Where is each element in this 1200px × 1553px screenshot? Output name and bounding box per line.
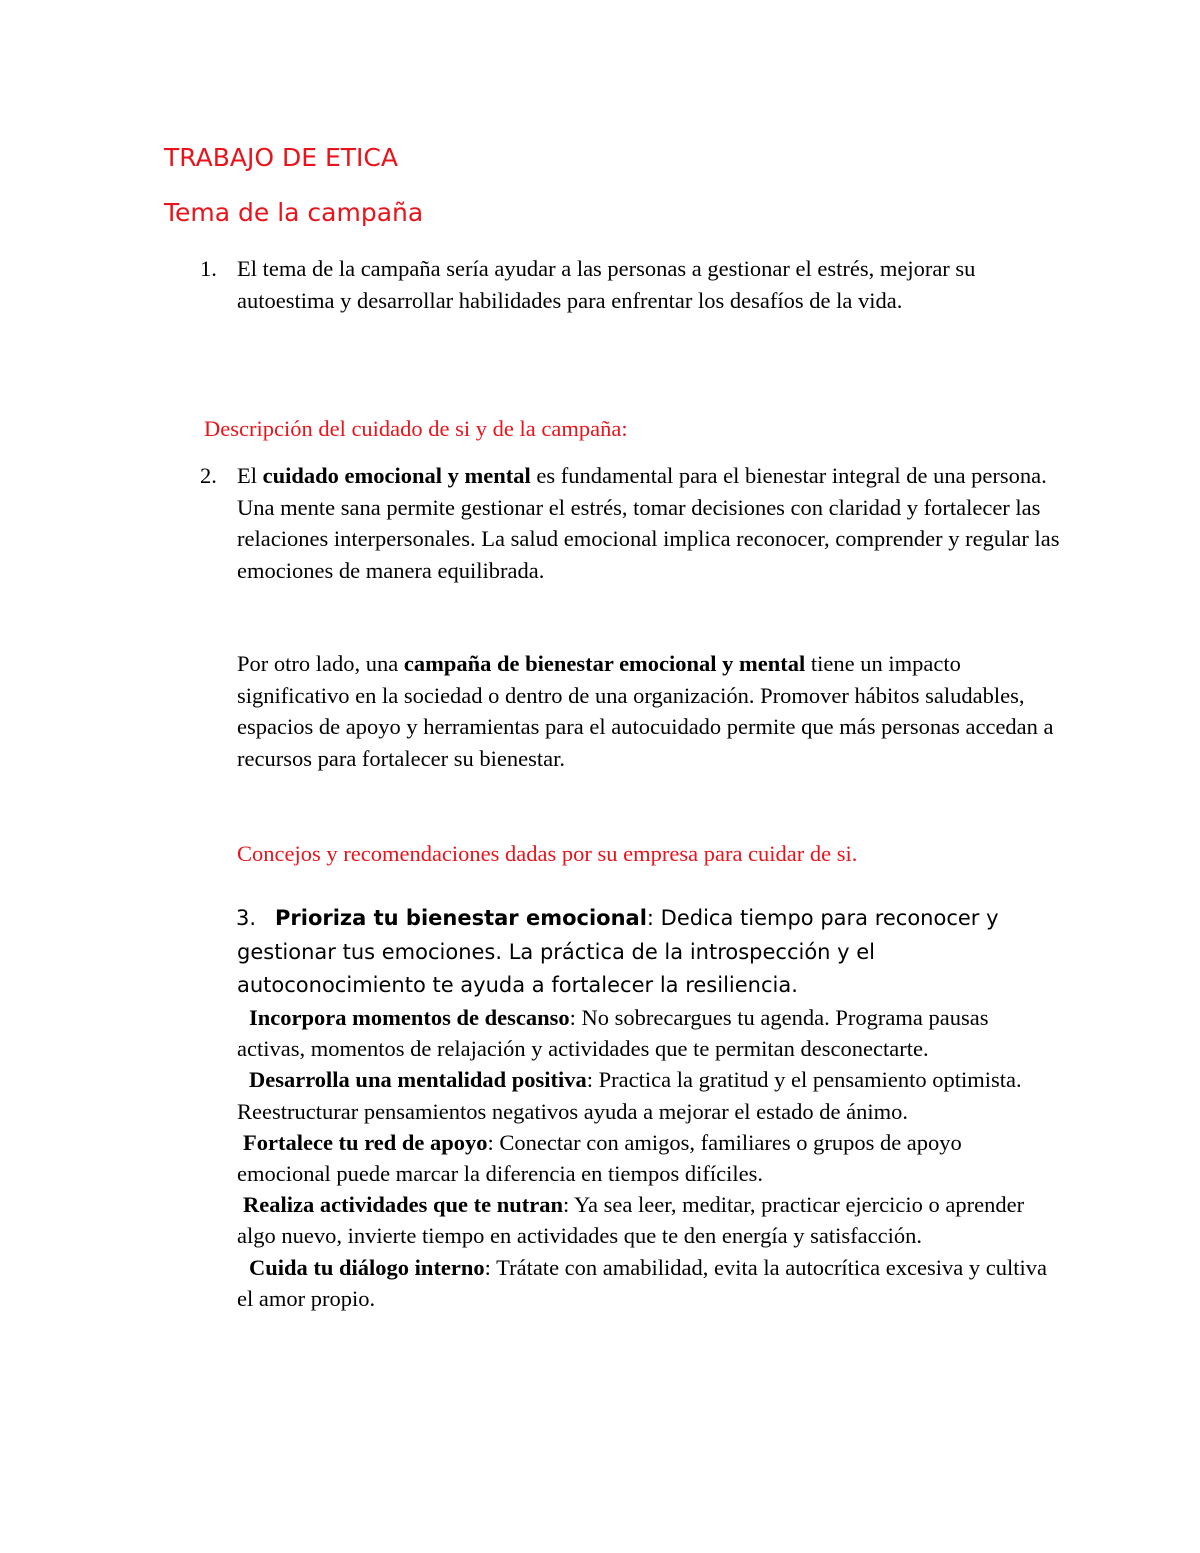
- list-item-3: [200, 902, 1060, 1003]
- item2-p1-pre: El: [237, 463, 263, 488]
- item3-text: : Dedica tiempo para reconocer y gestionar tus emociones. La práctica de la introspección y el autoconocimiento te ayuda a fortalecer la resiliencia.: [237, 906, 999, 998]
- document-subtitle: Tema de la campaña: [164, 198, 424, 227]
- tip-item: [237, 1064, 1057, 1126]
- item3-bold: Prioriza tu bienestar emocional: [275, 906, 647, 930]
- document-title: TRABAJO DE ETICA: [164, 143, 398, 172]
- tip-text: : No sobrecargues tu agenda. Programa pausas activas, momentos de relajación y actividades que te permitan desconectarte.: [237, 1005, 989, 1062]
- tip-text: : Trátate con amabilidad, evita la autocrítica excesiva y cultiva el amor propio.: [237, 1254, 1047, 1311]
- tip-item: [237, 1189, 1057, 1251]
- tip-bold: Realiza actividades que te nutran: [243, 1192, 563, 1218]
- tip-bold: Cuida tu diálogo interno: [249, 1254, 485, 1280]
- list-text-2: [237, 460, 1060, 586]
- tip-item: [237, 1127, 1057, 1189]
- list-item-1: [200, 253, 1060, 316]
- item2-p2-pre: Por otro lado, una: [237, 651, 404, 676]
- tip-text: : Practica la gratitud y el pensamiento optimista. Reestructurar pensamientos negativos ayuda a mejorar el estado de ánimo.: [237, 1067, 1022, 1124]
- list-text-1: El tema de la campaña sería ayudar a las personas a gestionar el estrés, mejorar su autoestima y desarrollar habilidades para enfrentar los desafíos de la vida.: [237, 256, 976, 313]
- heading-description: Descripción del cuidado de si y de la campaña:: [204, 416, 628, 441]
- tip-item: [237, 1002, 1057, 1064]
- list-number-2: 2.: [200, 463, 217, 488]
- tip-item: [237, 1252, 1057, 1314]
- tip-text: : Conectar con amigos, familiares o grupos de apoyo emocional puede marcar la diferencia en tiempos difíciles.: [237, 1129, 962, 1187]
- tip-text: : Ya sea leer, meditar, practicar ejercicio o aprender algo nuevo, invierte tiempo en actividades que te den energía y satisfacción.: [237, 1192, 1025, 1249]
- item2-p2-post: tiene un impacto significativo en la sociedad o dentro de una organización. Promover hábitos saludables, espacios de apoyo y herramientas para el autocuidado permite que más personas accedan a recursos para fortalecer su bienestar.: [237, 651, 1054, 771]
- item2-p1-post: es fundamental para el bienestar integral de una persona. Una mente sana permite gestionar el estrés, tomar decisiones con claridad y fortalecer las relaciones interpersonales. La salud emocional implica reconocer, comprender y regular las emociones de manera equilibrada.: [237, 463, 1060, 583]
- list-number-1: 1.: [200, 256, 217, 281]
- list-text-3: [237, 902, 1060, 1003]
- item2-p1-bold: cuidado emocional y mental: [262, 463, 531, 488]
- paragraph-campaign: [237, 648, 1057, 774]
- tips-list: [237, 1002, 1057, 1314]
- tip-bold: Fortalece tu red de apoyo: [243, 1129, 488, 1155]
- tip-bold: Desarrolla una mentalidad positiva: [249, 1067, 587, 1093]
- item2-p2-bold: campaña de bienestar emocional y mental: [403, 651, 806, 676]
- list-number-3: 3.: [236, 906, 257, 930]
- tip-bold: Incorpora momentos de descanso: [249, 1005, 570, 1030]
- list-item-2: [200, 460, 1060, 586]
- heading-tips: Concejos y recomendaciones dadas por su empresa para cuidar de si.: [237, 841, 858, 866]
